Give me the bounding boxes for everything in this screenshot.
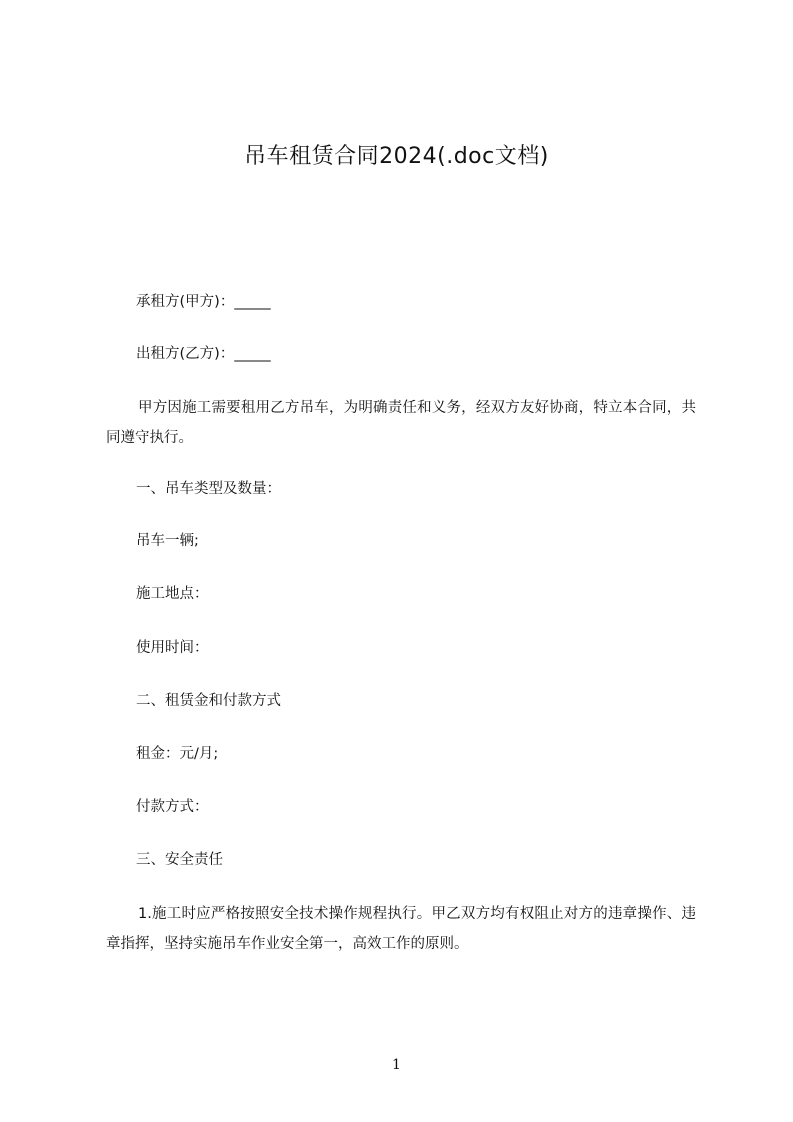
lessor-line: 出租方(乙方)：_____ bbox=[136, 346, 271, 362]
safety-clause-1: 1.施工时应严格按照安全技术操作规程执行。甲乙双方均有权阻止对方的违章操作、违章指挥，坚持实施吊车作业安全第一，高效工作的原则。 bbox=[106, 906, 696, 952]
intro-paragraph: 甲方因施工需要租用乙方吊车，为明确责任和义务，经双方友好协商，特立本合同，共同遵守执行。 bbox=[106, 400, 696, 446]
section-1-heading: 一、吊车类型及数量： bbox=[136, 481, 281, 497]
document-title: 吊车租赁合同2024(.doc文档) bbox=[244, 144, 549, 169]
section-3-heading: 三、安全责任 bbox=[136, 852, 223, 868]
payment-method-line: 付款方式： bbox=[136, 799, 209, 815]
usage-time-line: 使用时间： bbox=[136, 640, 209, 656]
section-2-heading: 二、租赁金和付款方式 bbox=[136, 693, 281, 709]
rent-line: 租金：元/月; bbox=[136, 746, 219, 762]
location-line: 施工地点： bbox=[136, 586, 209, 602]
crane-count-line: 吊车一辆; bbox=[136, 533, 199, 549]
lessee-line: 承租方(甲方)：_____ bbox=[136, 294, 271, 310]
page-number: 1 bbox=[392, 1057, 401, 1073]
